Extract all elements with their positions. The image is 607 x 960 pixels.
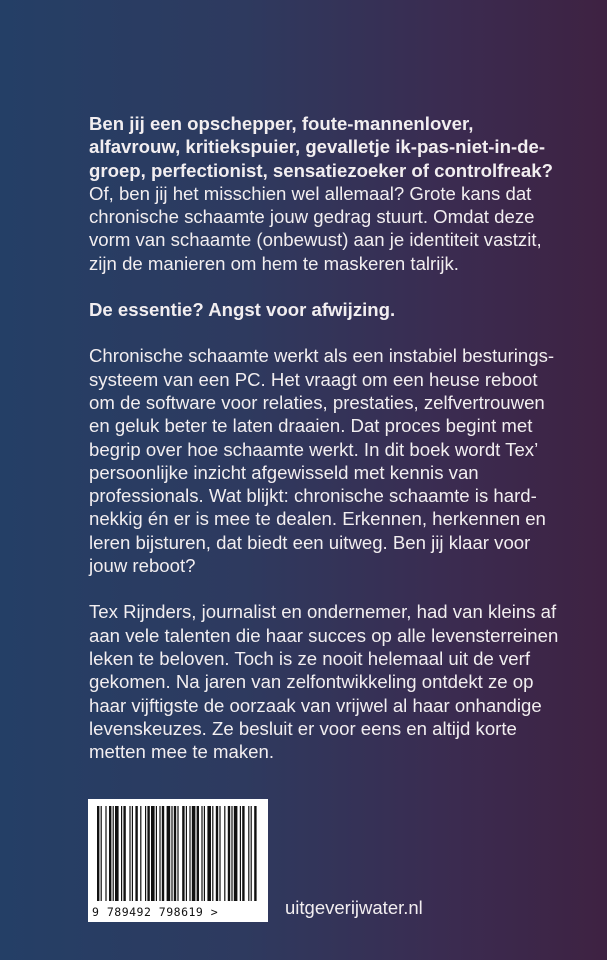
essence-line: De essentie? Angst voor afwijzing.: [89, 299, 396, 321]
back-cover-text: [89, 112, 559, 763]
barcode: [88, 799, 268, 922]
author-bio: Tex Rijnders, journalist en ondernemer, had van kleins af aan vele talenten die haar succes op alle levensterreinen leken te beloven. Toch is ze nooit helemaal uit de verf gekomen. Na jaren van zelfontwikkeling ontdekt ze op haar vijftigste de oorzaak van vrijwel al haar onhandige levenskeuzes. Ze besluit er voor eens en altijd korte metten mee te maken.: [89, 601, 559, 763]
barcode-bars: [95, 806, 261, 901]
body-paragraph: Chronische schaamte werkt als een instabiel besturings-systeem van een PC. Het vraagt om een heuse reboot om de software voor relaties, prestaties, zelfvertrouwen en geluk beter te laten draaien. Dat proces begint met begrip over hoe schaamte werkt. In dit boek wordt Tex’ persoonlijke inzicht afgewisseld met kennis van professionals. Wat blijkt: chronische schaamte is hard-nekkig én er is mee te dealen. Erkennen, herkennen en leren bijsturen, dat biedt een uitweg. Ben jij klaar voor jouw reboot?: [89, 345, 555, 577]
intro-question: Ben jij een opschepper, foute-mannenlover, alfavrouw, kritiekspuier, gevalletje ik-pas-niet-in-de-groep, perfectionist, sensatiezoeker of controlfreak?: [89, 113, 553, 181]
publisher-url: uitgeverijwater.nl: [285, 897, 423, 918]
intro-paragraph: Of, ben jij het misschien wel allemaal? Grote kans dat chronische schaamte jouw gedrag stuurt. Omdat deze vorm van schaamte (onbewust) aan je identiteit vastzit, zijn de manieren om hem te maskeren talrijk.: [89, 182, 542, 274]
isbn-number: 9 789492 798619 >: [92, 905, 219, 919]
